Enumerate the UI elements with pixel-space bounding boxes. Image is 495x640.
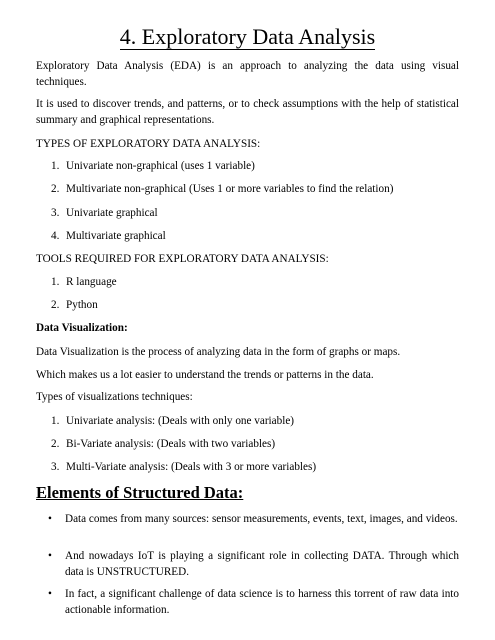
tools-item-1 [51, 274, 117, 290]
visualization-item-2 [51, 436, 275, 452]
item-number: 3. [51, 207, 60, 219]
item-number: 4. [51, 230, 60, 242]
bullet-text: Data comes from many sources: sensor measurements, events, text, images, and videos. [65, 513, 458, 525]
bullet-icon: • [48, 550, 52, 562]
bullet-icon: • [48, 588, 52, 600]
item-text: Multivariate non-graphical (Uses 1 or more variables to find the relation) [66, 183, 394, 195]
visualization-item-3 [51, 459, 316, 475]
item-text: Multivariate graphical [66, 230, 166, 242]
item-number: 2. [51, 438, 60, 450]
types-item-1 [51, 158, 255, 174]
item-text: R language [66, 276, 117, 288]
intro-paragraph-2: It is used to discover trends, and patterns, or to check assumptions with the help of statistical summary and graphical representations. [36, 98, 459, 126]
tools-item-2 [51, 297, 98, 313]
bullet-text: In fact, a significant challenge of data science is to harness this torrent of raw data into actionable information. [65, 588, 459, 616]
intro-paragraph-1: Exploratory Data Analysis (EDA) is an approach to analyzing the data using visual techniques. [36, 60, 459, 88]
types-heading: TYPES OF EXPLORATORY DATA ANALYSIS: [36, 138, 261, 150]
types-item-2 [51, 181, 393, 197]
item-number: 2. [51, 299, 60, 311]
item-number: 1. [51, 415, 60, 427]
visualization-heading: Data Visualization: [36, 322, 128, 334]
visualization-line-3: Types of visualizations techniques: [36, 391, 193, 403]
types-item-4 [51, 228, 166, 244]
visualization-line-2: Which makes us a lot easier to understand the trends or patterns in the data. [36, 369, 374, 381]
bullet-icon: • [48, 513, 52, 525]
item-text: Univariate graphical [66, 207, 158, 219]
item-text: Multi-Variate analysis: (Deals with 3 or more variables) [66, 461, 317, 473]
item-text: Bi-Variate analysis: (Deals with two variables) [66, 438, 276, 450]
item-text: Python [66, 299, 98, 311]
tools-heading: TOOLS REQUIRED FOR EXPLORATORY DATA ANALYSIS: [36, 253, 329, 265]
item-number: 1. [51, 276, 60, 288]
types-item-3 [51, 205, 158, 221]
page-title [0, 22, 495, 52]
item-text: Univariate non-graphical (uses 1 variable) [66, 160, 255, 172]
visualization-item-1 [51, 413, 294, 429]
page-title-text: 4. Exploratory Data Analysis [119, 24, 376, 49]
bullet-text: And nowadays IoT is playing a significant role in collecting DATA. Through which data is UNSTRUCTURED. [65, 550, 459, 578]
structured-data-heading: Elements of Structured Data: [36, 483, 244, 502]
visualization-line-1: Data Visualization is the process of analyzing data in the form of graphs or maps. [36, 346, 401, 358]
item-number: 3. [51, 461, 60, 473]
item-number: 1. [51, 160, 60, 172]
item-text: Univariate analysis: (Deals with only one variable) [66, 415, 295, 427]
item-number: 2. [51, 183, 60, 195]
